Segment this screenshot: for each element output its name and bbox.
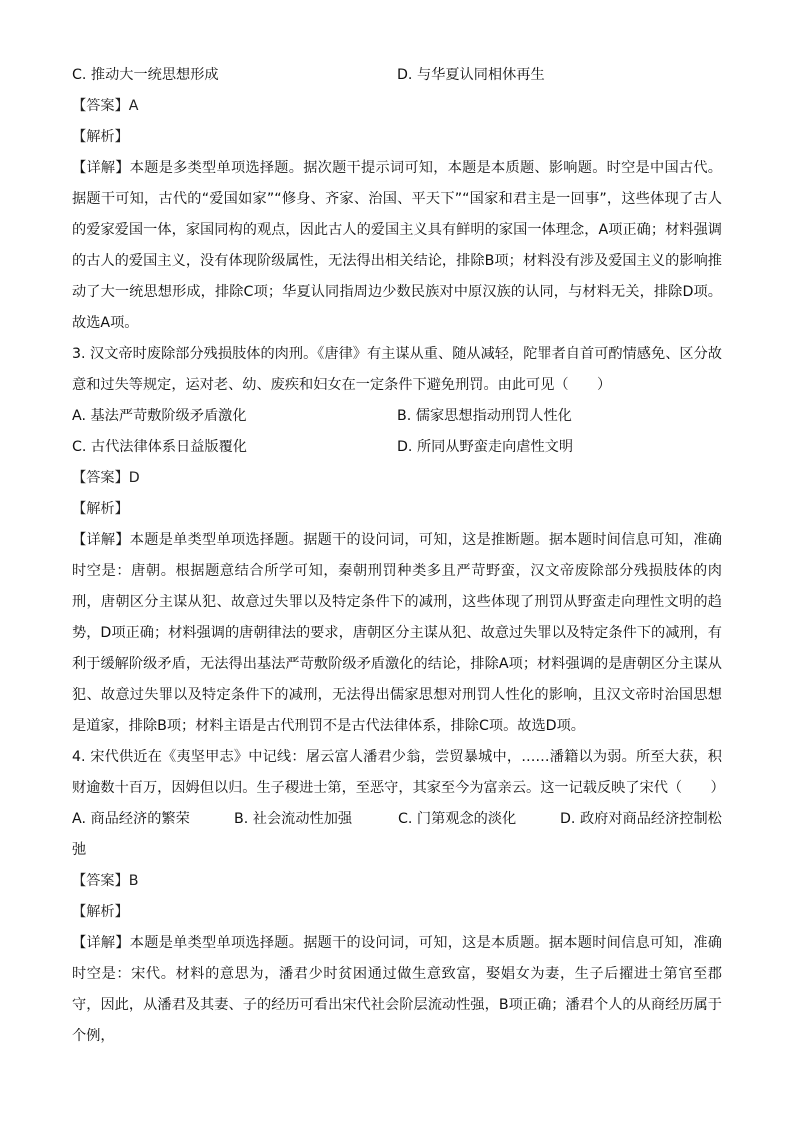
q4-answer: 【答案】B (72, 873, 139, 889)
q3-analysis-label: 【解析】 (72, 501, 129, 517)
q3-stem: 3. 汉文帝时废除部分残损肢体的肉刑。《唐律》有主谋从重、随从减轻，陀罪者自首可酌情感免、区分故意和过失等规定，运对老、幼、废疾和妇女在一定条件下避免刑罚。由此可见（ ） (72, 346, 722, 393)
q4-options-row (72, 804, 722, 835)
q2-analysis-label: 【解析】 (72, 129, 129, 145)
q3-options-row-2 (72, 432, 722, 463)
q3-option-a: A. 基法严苛敷阶级矛盾激化 (72, 408, 247, 424)
q3-option-b: B. 儒家思想指动刑罚人性化 (397, 408, 572, 424)
q4-detail: 【详解】本题是单类型单项选择题。据题干的设问词，可知，这是本质题。据本题时间信息可知，准确时空是：宋代。材料的意思为，潘君少时贫困通过做生意致富，娶娼女为妻，生子后擢进士第官至郡守，因此，从潘君及其妻、子的经历可看出宋代社会阶层流动性强，B项正确；潘君个人的从商经历属于个例， (72, 935, 722, 1044)
q4-option-d: D. 政府对商品经济控制松 (560, 811, 722, 827)
q4-analysis-label: 【解析】 (72, 904, 129, 920)
q2-options-row (72, 60, 722, 91)
q3-option-c: C. 古代法律体系日益版覆化 (72, 439, 247, 455)
q2-detail: 【详解】本题是多类型单项选择题。据次题干提示词可知，本题是本质题、影响题。时空是中国古代。据题干可知，古代的“爱国如家”“修身、齐家、治国、平天下”“国家和君主是一回事”，这些体现了古人的爱家爱国一体，家国同构的观点，因此古人的爱国主义具有鲜明的家国一体理念，A项正确；材料强调的古人的爱国主义，没有体现阶级属性，无法得出相关结论，排除B项；材料没有涉及爱国主义的影响推动了大一统思想形成，排除C项；华夏认同指周边少数民族对中原汉族的认同，与材料无关，排除D项。故选A项。 (72, 160, 722, 331)
q2-option-c: C. 推动大一统思想形成 (72, 67, 219, 83)
q3-answer: 【答案】D (72, 470, 140, 486)
q4-option-d-continued: 弛 (72, 842, 87, 858)
q2-option-d: D. 与华夏认同相休再生 (397, 67, 545, 83)
q3-detail: 【详解】本题是单类型单项选择题。据题干的设问词，可知，这是推断题。据本题时间信息可知，准确时空是：唐朝。根据题意结合所学可知，秦朝刑罚种类多且严苛野蛮，汉文帝废除部分残损肢体的肉刑，唐朝区分主谋从犯、故意过失罪以及特定条件下的减刑，这些体现了刑罚从野蛮走向理性文明的趋势，D项正确；材料强调的唐朝律法的要求，唐朝区分主谋从犯、故意过失罪以及特定条件下的减刑，有利于缓解阶级矛盾，无法得出基法严苛敷阶级矛盾激化的结论，排除A项；材料强调的是唐朝区分主谋从犯、故意过失罪以及特定条件下的减刑，无法得出儒家思想对刑罚人性化的影响，且汉文帝时治国思想是道家，排除B项；材料主语是古代刑罚不是古代法律体系，排除C项。故选D项。 (72, 532, 722, 734)
document-page (72, 60, 725, 1052)
q2-answer: 【答案】A (72, 98, 139, 114)
q4-option-c: C. 门第观念的淡化 (398, 811, 517, 827)
q4-option-b: B. 社会流动性加强 (234, 811, 353, 827)
q4-option-a: A. 商品经济的繁荣 (72, 811, 190, 827)
q3-options-row-1 (72, 401, 722, 432)
q4-stem: 4. 宋代供近在《夷坚甲志》中记线：屠云富人潘君少翁，尝贸暴城中，……潘籍以为弱。所至大获，积财逾数十百万，因姆但以归。生子稷进士第，至恶守，其家至今为富亲云。这一记载反映了宋代（ ） (72, 749, 725, 796)
q3-option-d: D. 所同从野蛮走向虐性文明 (397, 439, 574, 455)
